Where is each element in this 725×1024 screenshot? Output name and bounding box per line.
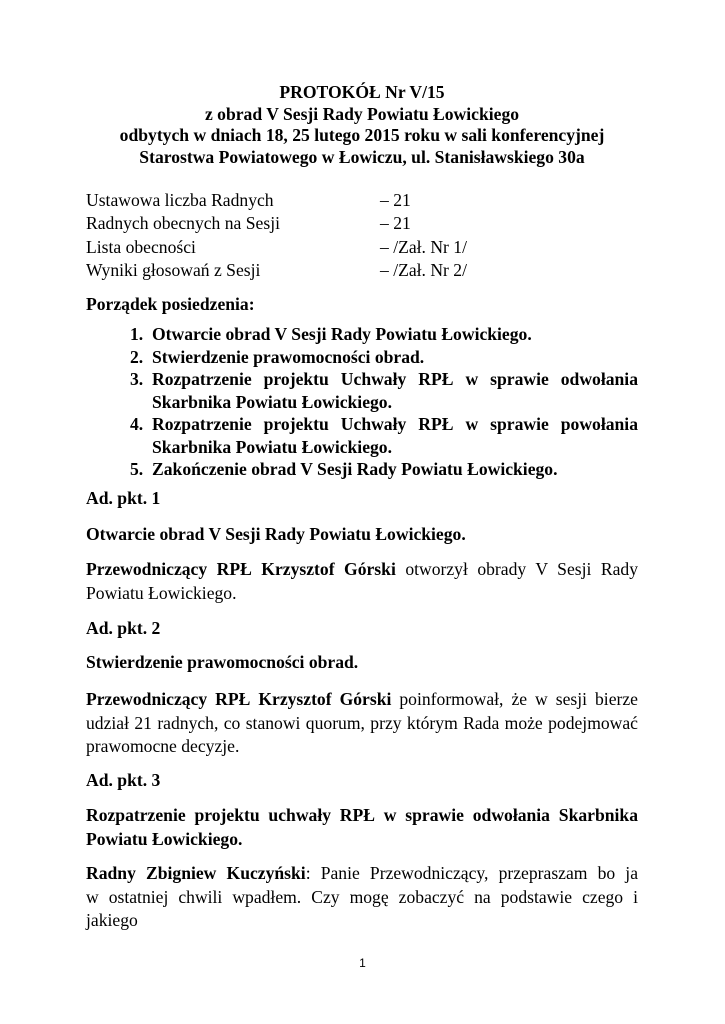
agenda-item — [130, 413, 638, 458]
title-line-3: odbytych w dniach 18, 25 lutego 2015 roku w sali konferencyjnej — [119, 125, 605, 145]
agenda-item-number: 1. — [130, 324, 144, 344]
title-line-2: z obrad V Sesji Rady Powiatu Łowickiego — [204, 103, 520, 124]
document-title — [86, 82, 638, 168]
info-value: – /Zał. Nr 1/ — [380, 236, 467, 257]
section-1-paragraph — [86, 558, 638, 605]
paragraph-text: : Panie Przewodniczący, przepraszam bo ja — [305, 863, 638, 883]
title-line: Rozpatrzenie projektu uchwały RPŁ w sprawie odwołania Skarbnika — [86, 805, 638, 825]
info-value: – 21 — [380, 213, 411, 234]
title-line: Powiatu Łowickiego. — [86, 828, 243, 849]
info-value: – 21 — [380, 190, 411, 210]
info-row — [86, 189, 638, 212]
agenda-item — [130, 368, 638, 413]
section-3-title — [86, 804, 638, 851]
agenda-item — [130, 458, 638, 481]
paragraph-text: otworzył obrady V Sesji Rady — [395, 559, 639, 579]
agenda-item — [130, 346, 638, 369]
agenda-item-number: 2. — [130, 346, 144, 367]
agenda-item-text-continued: Skarbnika Powiatu Łowickiego. — [152, 391, 392, 412]
section-3-paragraph — [86, 862, 638, 933]
paragraph-line: udział 21 radnych, co stanowi quorum, przy którym Rada może podejmować — [86, 712, 638, 733]
info-label: Wyniki głosowań z Sesji — [86, 259, 261, 280]
agenda-item-number: 5. — [130, 459, 144, 479]
agenda-item-text-continued: Skarbnika Powiatu Łowickiego. — [152, 436, 392, 457]
title-line-1: PROTOKÓŁ Nr V/15 — [279, 82, 445, 102]
session-info — [86, 189, 638, 282]
section-2-paragraph — [86, 688, 638, 759]
paragraph-line — [86, 862, 638, 886]
section-2-heading: Ad. pkt. 2 — [86, 618, 161, 638]
agenda-item-text: Rozpatrzenie projektu Uchwały RPŁ w sprawie odwołania — [152, 369, 638, 389]
info-value: – /Zał. Nr 2/ — [380, 259, 467, 280]
paragraph-line: Powiatu Łowickiego. — [86, 582, 237, 603]
agenda-item-text: Zakończenie obrad V Sesji Rady Powiatu Łowickiego. — [152, 459, 558, 479]
agenda-item-text: Rozpatrzenie projektu Uchwały RPŁ w sprawie powołania — [152, 414, 638, 434]
speaker-name: Radny Zbigniew Kuczyński — [86, 863, 306, 883]
agenda-item-text: Otwarcie obrad V Sesji Rady Powiatu Łowickiego. — [152, 324, 532, 344]
paragraph-text: poinformował, że w sesji bierze — [391, 689, 638, 709]
title-line-4: Starostwa Powiatowego w Łowiczu, ul. Stanisławskiego 30a — [139, 146, 585, 167]
paragraph-line — [86, 558, 638, 582]
agenda-heading: Porządek posiedzenia: — [86, 294, 255, 314]
info-label: Radnych obecnych na Sesji — [86, 213, 280, 234]
agenda-item-number: 3. — [130, 369, 144, 389]
section-1-heading: Ad. pkt. 1 — [86, 488, 161, 508]
speaker-name: Przewodniczący RPŁ Krzysztof Górski — [86, 559, 396, 579]
section-2-title: Stwierdzenie prawomocności obrad. — [86, 652, 359, 672]
agenda-list — [130, 323, 638, 481]
info-label: Lista obecności — [86, 236, 196, 257]
section-3-heading: Ad. pkt. 3 — [86, 770, 161, 790]
agenda-item-number: 4. — [130, 414, 144, 434]
page-number: 1 — [359, 956, 366, 970]
agenda-item — [130, 323, 638, 346]
paragraph-line: prawomocne decyzje. — [86, 736, 240, 756]
info-row — [86, 212, 638, 235]
speaker-name: Przewodniczący RPŁ Krzysztof Górski — [86, 689, 392, 709]
agenda-item-text: Stwierdzenie prawomocności obrad. — [152, 346, 425, 367]
info-label: Ustawowa liczba Radnych — [86, 190, 274, 210]
info-row — [86, 259, 638, 282]
paragraph-line — [86, 688, 638, 712]
info-row — [86, 236, 638, 259]
section-1-title: Otwarcie obrad V Sesji Rady Powiatu Łowickiego. — [86, 524, 466, 544]
paragraph-line: w ostatniej chwili wpadłem. Czy mogę zobaczyć na podstawie czego i jakiego — [86, 886, 638, 930]
